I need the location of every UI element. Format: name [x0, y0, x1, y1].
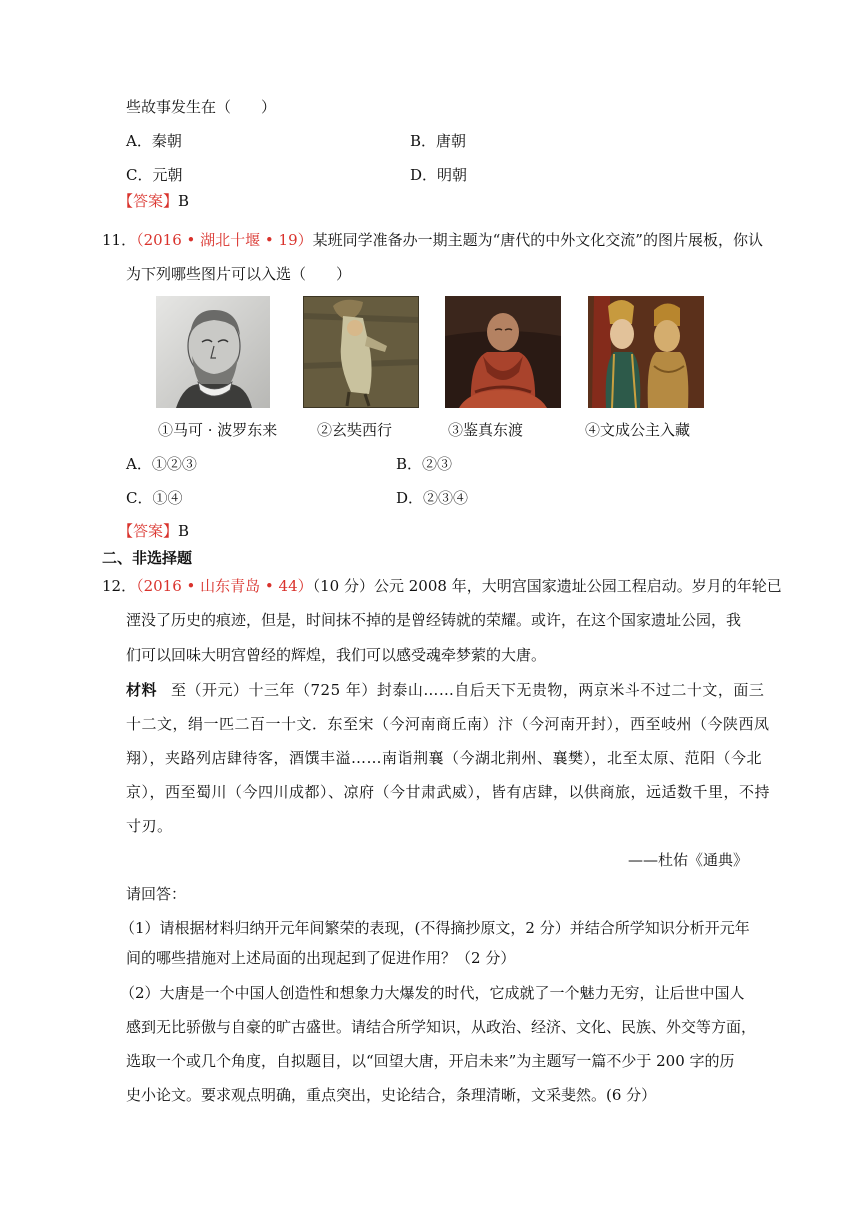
xuanzang-picture: [303, 296, 419, 408]
caption-marco-polo: ①马可 · 波罗东来: [158, 421, 278, 439]
q10-stem-tail: 些故事发生在（ ）: [126, 98, 277, 116]
q10-option-d: D．明朝: [410, 166, 468, 184]
section-title: 二、非选择题: [102, 549, 193, 567]
material-line1: [126, 680, 764, 700]
q12-sub1-line1: （1）请根据材料归纳开元年间繁荣的表现，(不得摘抄原文，2 分）并结合所学知识分析开元年: [120, 919, 750, 937]
question-number: 12．: [102, 577, 137, 595]
q12-prompt: 请回答：: [126, 885, 187, 903]
material-text: 至（开元）十三年（725 年）封泰山……自后天下无贵物，两京米斗不过二十文，面三: [171, 681, 765, 699]
q11-stem-line1: [102, 230, 763, 250]
material-line2: 十二文，绢一匹二百一十文．东至宋（今河南商丘南）汴（今河南开封），西至岐州（今陕西凤: [126, 715, 770, 733]
q12-sub2-line4: 史小论文。要求观点明确，重点突出，史论结合，条理清晰，文采斐然。(6 分）: [126, 1086, 657, 1104]
answer-label: 【答案】: [118, 192, 179, 210]
answer-value: B: [178, 522, 190, 540]
caption-wencheng: ④文成公主入藏: [585, 421, 691, 439]
question-source: （2016 • 湖北十堰 • 19）: [136, 231, 313, 249]
wencheng-picture: [588, 296, 704, 408]
q11-stem-line2: 为下列哪些图片可以入选（ ）: [126, 265, 352, 283]
material-line3: 翔），夹路列店肆待客，酒馔丰溢……南诣荆襄（今湖北荆州、襄樊），北至太原、范阳（今北: [126, 749, 763, 767]
q12-stem-line3: 们可以回味大明宫曾经的辉煌，我们可以感受魂牵梦萦的大唐。: [126, 646, 547, 664]
q10-option-b: B．唐朝: [410, 132, 467, 150]
q11-answer: [118, 521, 189, 541]
q12-stem-line1: [102, 576, 782, 596]
q12-sub2-line1: （2）大唐是一个中国人创造性和想象力大爆发的时代，它成就了一个魅力无穷，让后世中国人: [120, 984, 745, 1002]
q12-sub2-line2: 感到无比骄傲与自豪的旷古盛世。请结合所学知识，从政治、经济、文化、民族、外交等方面，: [126, 1018, 757, 1036]
jianzhen-picture: [445, 296, 561, 408]
q11-option-d: D．②③④: [396, 489, 469, 507]
q12-sub1-line2: 间的哪些措施对上述局面的出现起到了促进作用？（2 分）: [126, 949, 516, 967]
q12-sub2-line3: 选取一个或几个角度，自拟题目，以“回望大唐，开启未来”为主题写一篇不少于 200 字的历: [126, 1052, 735, 1070]
material-line4: 京），西至蜀川（今四川成都）、凉府（今甘肃武威），皆有店肆，以供商旅，远适数千里，不持: [126, 783, 771, 801]
q10-option-a: A．秦朝: [126, 132, 182, 150]
q11-option-c: C．①④: [126, 489, 183, 507]
q10-option-c: C．元朝: [126, 166, 183, 184]
q11-option-b: B．②③: [396, 455, 453, 473]
answer-value: B: [178, 192, 190, 210]
q12-stem-line2: 湮没了历史的痕迹，但是，时间抹不掉的是曾经铸就的荣耀。或许，在这个国家遗址公园，我: [126, 611, 742, 629]
answer-label: 【答案】: [118, 522, 179, 540]
question-number: 11．: [102, 231, 137, 249]
material-line5: 寸刃。: [126, 817, 173, 835]
q12-stem-text: （10 分）公元 2008 年，大明宫国家遗址公园工程启动。岁月的年轮已: [312, 577, 782, 595]
caption-jianzhen: ③鉴真东渡: [448, 421, 524, 439]
q11-stem-text: 某班同学准备办一期主题为“唐代的中外文化交流”的图片展板，你认: [312, 231, 763, 249]
q11-option-a: A．①②③: [126, 455, 197, 473]
material-label: 材料: [126, 681, 158, 699]
question-source: （2016 • 山东青岛 • 44）: [136, 577, 313, 595]
caption-xuanzang: ②玄奘西行: [317, 421, 393, 439]
marco-polo-picture: [156, 296, 270, 408]
material-citation: ——杜佑《通典》: [627, 851, 748, 869]
q10-answer: [118, 191, 189, 211]
